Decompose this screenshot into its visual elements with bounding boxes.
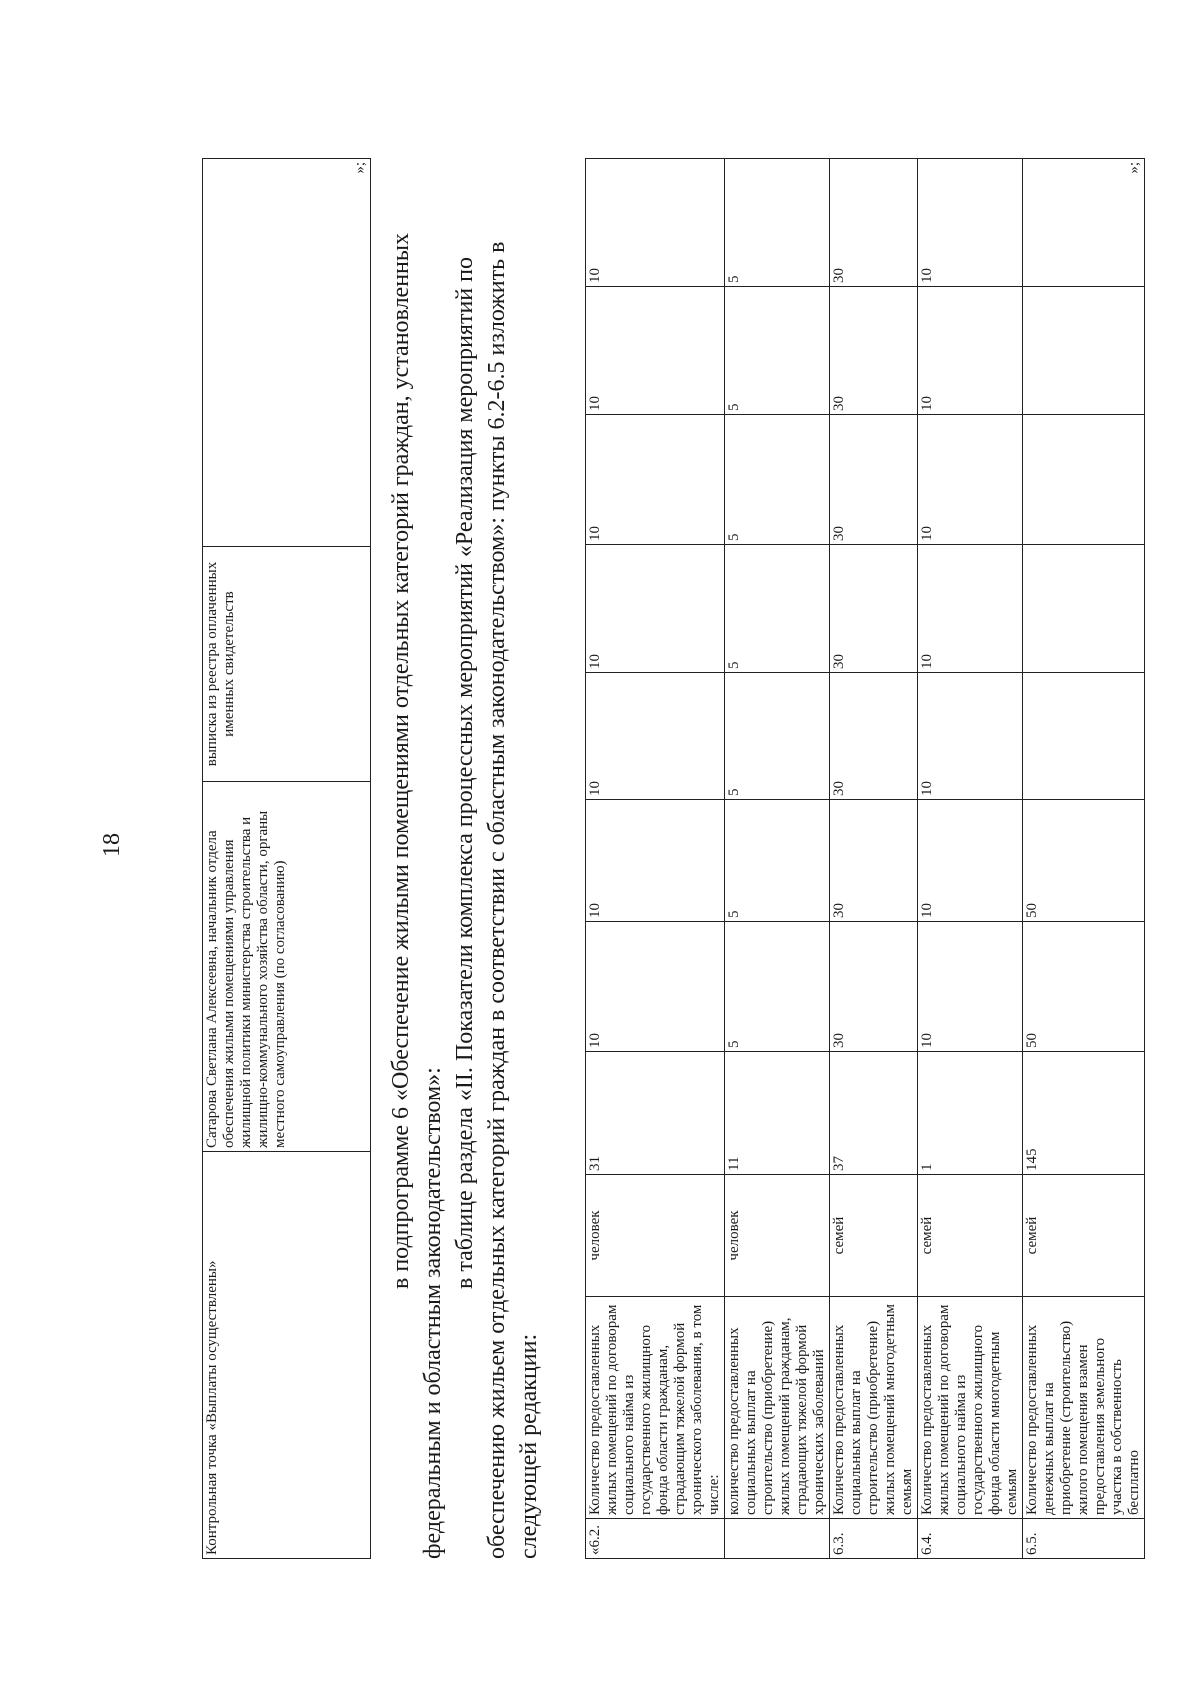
- base-value-cell: 31: [586, 1052, 725, 1175]
- year-value-cell: 5: [725, 287, 830, 415]
- indicator-name-cell: Количество предоставленных денежных выплат на приобретение (строительство) жилого помещения взамен предоставления земельного участка в собственность бесплатно: [1023, 1297, 1145, 1519]
- year-value-cell: 10: [918, 415, 1023, 545]
- year-value-cell: 5: [725, 800, 830, 922]
- table-row: [725, 159, 830, 1559]
- control-point-row: [203, 159, 371, 1559]
- year-value-cell: 5: [725, 922, 830, 1052]
- paragraph-table-section: в таблице раздела «II. Показатели комплекса процессных мероприятий «Реализация мероприятий по обеспечению жильем отдельных категорий граждан в соответствии с областным законодательством»: пункты 6.2-6.5 изложить в следующей редакции:: [452, 241, 542, 1559]
- year-value-cell: 10: [918, 545, 1023, 673]
- year-value-cell: 10: [918, 673, 1023, 800]
- paragraph-subprogram-6: в подпрограмме 6 «Обеспечение жилыми помещениями отдельных категорий граждан, установленных федеральным и областным законодательством»:: [388, 232, 446, 1559]
- control-point-table: [202, 158, 371, 1559]
- year-value-cell: 10: [586, 800, 725, 922]
- control-point-closing: »;: [203, 159, 371, 547]
- control-point-responsible: Сатарова Светлана Алексеевна, начальник отдела обеспечения жилыми помещениями управления жилищной политики министерства строительства и жилищно-коммунального хозяйства области, органы местного самоуправления (по согласованию): [203, 782, 371, 1152]
- page-number: 18: [99, 833, 125, 857]
- control-point-document: выписка из реестра оплаченных именных свидетельств: [203, 547, 371, 782]
- base-value-cell: 11: [725, 1052, 830, 1175]
- unit-cell: семей: [1023, 1175, 1145, 1297]
- year-value-cell: 30: [830, 415, 918, 545]
- year-value-cell: 30: [830, 159, 918, 287]
- unit-cell: семей: [830, 1175, 918, 1297]
- row-number-cell: «6.2.: [586, 1519, 725, 1559]
- year-value-cell: [1023, 673, 1145, 800]
- year-value-cell: 10: [586, 159, 725, 287]
- year-value-cell: 5: [725, 415, 830, 545]
- year-value-cell: 10: [918, 159, 1023, 287]
- year-value-cell: 30: [830, 287, 918, 415]
- year-value-cell: [1023, 287, 1145, 415]
- year-value-cell: 10: [586, 545, 725, 673]
- year-value-cell: 10: [918, 800, 1023, 922]
- indicator-name-cell: Количество предоставленных жилых помещений по договорам социального найма из государственного жилищного фонда области гражданам, страдающим тяжелой формой хронического заболевания, в том числе:: [586, 1297, 725, 1519]
- row-number-cell: 6.3.: [830, 1519, 918, 1559]
- year-value-cell: 10: [586, 673, 725, 800]
- year-value-cell: [1023, 415, 1145, 545]
- year-value-cell: 5: [725, 159, 830, 287]
- unit-cell: человек: [586, 1175, 725, 1297]
- year-value-cell: 10: [586, 287, 725, 415]
- base-value-cell: 1: [918, 1052, 1023, 1175]
- year-value-cell: 30: [830, 800, 918, 922]
- table-row: [1023, 159, 1145, 1559]
- year-value-cell: 50: [1023, 800, 1145, 922]
- control-point-label: Контрольная точка «Выплаты осуществлены»: [203, 1152, 371, 1559]
- table-row: [918, 159, 1023, 1559]
- unit-cell: человек: [725, 1175, 830, 1297]
- year-value-cell: [1023, 545, 1145, 673]
- year-value-cell: 30: [830, 922, 918, 1052]
- year-value-cell: 10: [586, 415, 725, 545]
- year-value-cell: 5: [725, 673, 830, 800]
- row-number-cell: 6.5.: [1023, 1519, 1145, 1559]
- table-row: [586, 159, 725, 1559]
- unit-cell: семей: [918, 1175, 1023, 1297]
- year-value-cell: 5: [725, 545, 830, 673]
- year-value-cell: 10: [918, 922, 1023, 1052]
- year-value-cell: 10: [918, 287, 1023, 415]
- row-number-cell: [725, 1519, 830, 1559]
- base-value-cell: 145: [1023, 1052, 1145, 1175]
- year-value-cell: 30: [830, 673, 918, 800]
- year-value-cell: 10: [586, 922, 725, 1052]
- row-number-cell: 6.4.: [918, 1519, 1023, 1559]
- indicator-name-cell: количество предоставленных социальных выплат на строительство (приобретение) жилых помещений гражданам, страдающих тяжелой формой хронических заболеваний: [725, 1297, 830, 1519]
- indicator-name-cell: Количество предоставленных жилых помещений по договорам социального найма из государственного жилищного фонда области многодетным семьям: [918, 1297, 1023, 1519]
- table-row: [830, 159, 918, 1559]
- indicators-table: [585, 158, 1145, 1559]
- base-value-cell: 37: [830, 1052, 918, 1175]
- table-closing-cell: [1023, 159, 1145, 287]
- year-value-cell: 50: [1023, 922, 1145, 1052]
- table-closing-mark: »;: [1126, 162, 1142, 174]
- indicator-name-cell: Количество предоставленных социальных выплат на строительство (приобретение) жилых помещений многодетным семьям: [830, 1297, 918, 1519]
- year-value-cell: 30: [830, 545, 918, 673]
